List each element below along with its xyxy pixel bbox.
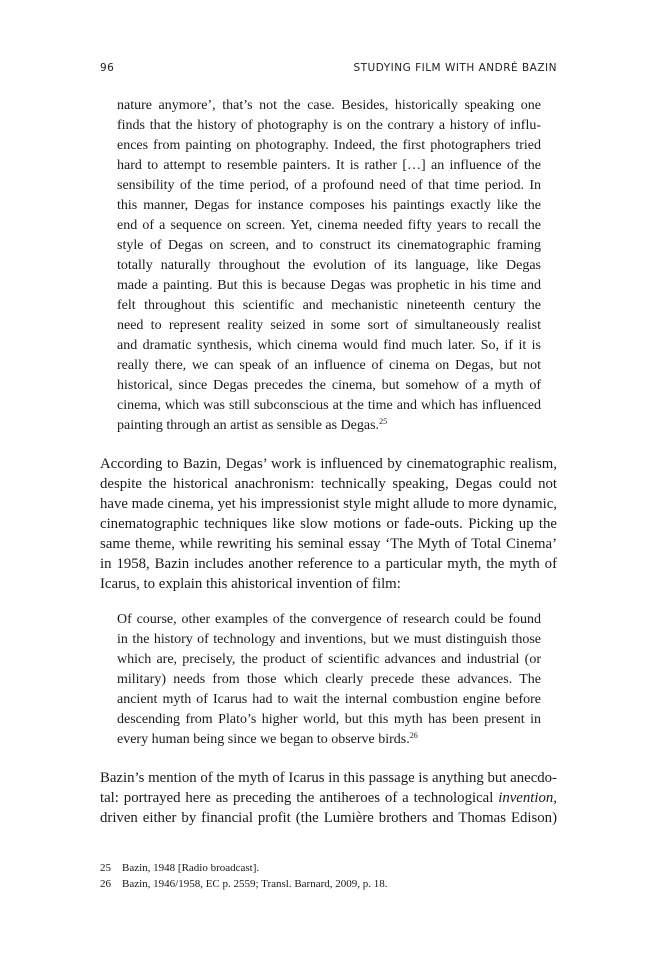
text-line [117,416,541,436]
footnote-number: 25 [100,862,111,874]
text-line: really there, we can speak of an influence of cinema on Degas, but not [117,358,541,373]
text-line: despite the historical anachronism: technically speaking, Degas could not [100,476,557,492]
text-line: end of a sequence on screen. Yet, cinema needed fifty years to recall the [117,218,541,233]
text-line [117,730,541,750]
text-line: hard to attempt to resemble painters. It is rather […] an influence of the [117,158,541,173]
text-line: military) needs from those which clearly precede these advances. The [117,672,541,687]
text-line: finds that the history of photography is on the contrary a history of influ- [117,118,541,133]
text-line: Bazin’s mention of the myth of Icarus in this passage is anything but anecdo- [100,770,557,786]
text-line: felt throughout this scientific and mechanistic nineteenth century the [117,298,541,313]
text-line: sensibility of the time period, of a profound need of that time period. In [117,178,541,193]
text-line: and dramatic synthesis, which cinema would find much later. So, if it is [117,338,541,353]
text-line: cinematographic techniques like slow motions or fade-outs. Picking up the [100,516,557,532]
text-line: which are, precisely, the product of scientific advances and industrial (or [117,652,541,667]
text-line [100,788,557,808]
text-line: According to Bazin, Degas’ work is influenced by cinematographic realism, [100,456,557,472]
text-line-content: every human being since we began to observe birds. [117,732,410,747]
footnote-number: 26 [100,878,111,890]
block-quote-1 [117,96,541,436]
footnotes [100,860,557,892]
text-line: Icarus, to explain this ahistorical invention of film: [100,576,401,592]
text-line: style of Degas on screen, and to construct its cinematographic framing [117,238,541,253]
text-line: nature anymore’, that’s not the case. Besides, historically speaking one [117,98,541,113]
text-line: same theme, while rewriting his seminal essay ‘The Myth of Total Cinema’ [100,536,557,552]
page-number: 96 [100,62,115,74]
footnote-25 [100,860,557,876]
text-line: made a painting. But this is because Degas was prophetic in his time and [117,278,541,293]
body-paragraph-1 [100,454,557,594]
text-line: cinema, which was still subconscious at the time and which has influenced [117,398,541,413]
main-text [100,96,557,828]
text-line-content: tal: portrayed here as preceding the antiheroes of a technological [100,790,494,806]
body-paragraph-2 [100,768,557,828]
text-line: need to represent reality seized in some sort of simultaneously realist [117,318,541,333]
footnote-ref-26[interactable]: 26 [409,731,418,740]
text-line: descending from Plato’s higher world, but this myth has been present in [117,712,541,727]
text-line-content: painting through an artist as sensible as Degas. [117,418,380,433]
emphasis-invention: invention, [498,790,557,806]
running-header [100,62,557,74]
text-line: in 1958, Bazin includes another reference to a particular myth, the myth of [100,556,557,572]
text-line: totally naturally throughout the evolution of its language, like Degas [117,258,541,273]
text-line: in the history of technology and inventions, but we must distinguish those [117,632,541,647]
footnote-ref-25[interactable]: 25 [379,417,388,426]
text-line: ences from painting on photography. Indeed, the first photographers tried [117,138,541,153]
text-line: have made cinema, yet his impressionist style might allude to more dynamic, [100,496,557,512]
text-line: ancient myth of Icarus had to wait the internal combustion engine before [117,692,541,707]
footnote-text: Bazin, 1946/1958, EC p. 2559; Transl. Barnard, 2009, p. 18. [122,878,388,890]
text-line: this manner, Degas for instance composes his paintings exactly like the [117,198,541,213]
text-line: driven either by financial profit (the Lumière brothers and Thomas Edison) [100,810,557,826]
text-line: Of course, other examples of the convergence of research could be found [117,612,541,627]
text-line: historical, since Degas precedes the cinema, but somehow of a myth of [117,378,541,393]
footnote-text: Bazin, 1948 [Radio broadcast]. [122,862,260,874]
footnote-26 [100,876,557,892]
block-quote-2 [117,610,541,750]
running-title: STUDYING FILM WITH ANDRÉ BAZIN [353,62,557,74]
